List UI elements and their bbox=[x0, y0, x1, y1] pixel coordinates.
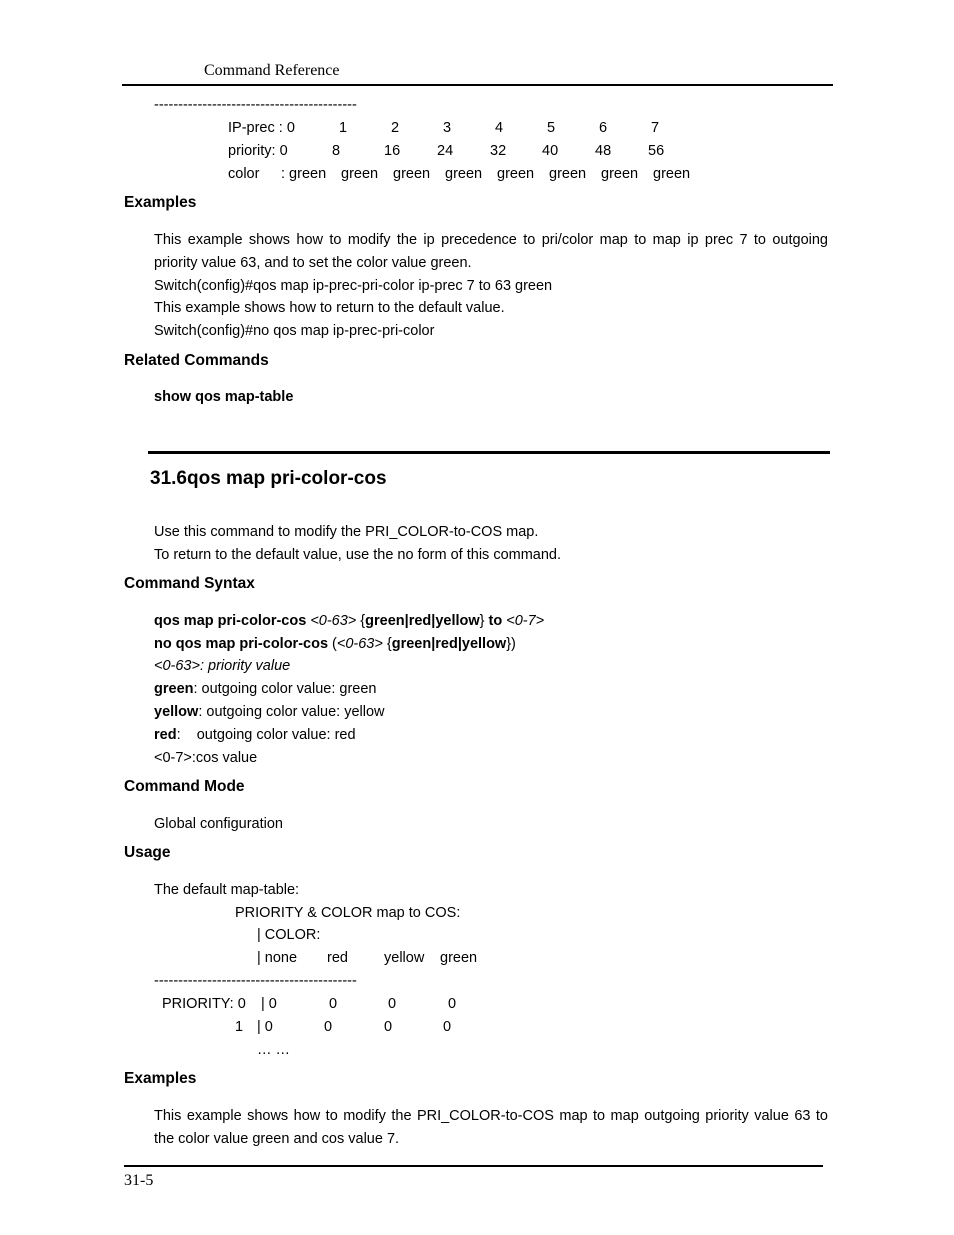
ip-prec-cell: 4 bbox=[495, 120, 504, 136]
syntax-punct: } bbox=[479, 613, 489, 629]
example-text: the color value green and cos value 7. bbox=[154, 1131, 400, 1147]
color-cell: green bbox=[601, 166, 639, 182]
related-command: show qos map-table bbox=[154, 389, 294, 405]
priority-cell: 8 bbox=[332, 143, 341, 159]
syntax-command: qos map pri-color-cos bbox=[154, 613, 307, 629]
param-value: : outgoing color value: red bbox=[176, 727, 356, 743]
syntax-line bbox=[154, 636, 516, 652]
map-cell: 0 bbox=[443, 1019, 452, 1035]
intro-text: To return to the default value, use the no form of this command. bbox=[154, 547, 562, 563]
example-command: Switch(config)#no qos map ip-prec-pri-color bbox=[154, 323, 435, 339]
map-header-cell: yellow bbox=[384, 950, 425, 966]
color-label: color bbox=[228, 166, 260, 182]
example-text: This example shows how to return to the default value. bbox=[154, 300, 505, 316]
examples-heading: Examples bbox=[124, 194, 197, 211]
color-cell: green bbox=[653, 166, 691, 182]
param-description bbox=[154, 727, 356, 743]
usage-text: The default map-table: bbox=[154, 882, 300, 898]
param-description bbox=[154, 704, 385, 720]
command-syntax-heading: Command Syntax bbox=[124, 575, 255, 592]
example-text: This example shows how to modify the PRI_COLOR-to-COS map to map outgoing priority value 63 to bbox=[154, 1108, 828, 1124]
intro-text: Use this command to modify the PRI_COLOR-to-COS map. bbox=[154, 524, 539, 540]
section-number: 31.6 bbox=[150, 468, 187, 489]
map-row-label: 1 bbox=[235, 1019, 244, 1035]
header-rule bbox=[122, 84, 833, 86]
param-key: yellow bbox=[154, 704, 199, 720]
color-cell: green bbox=[549, 166, 587, 182]
param-description: <0-63>: priority value bbox=[154, 658, 291, 674]
param-value: : outgoing color value: yellow bbox=[198, 704, 385, 720]
priority-cell: 48 bbox=[595, 143, 612, 159]
ip-prec-cell: 7 bbox=[651, 120, 660, 136]
syntax-punct: }) bbox=[506, 636, 516, 652]
color-cell: green bbox=[445, 166, 483, 182]
syntax-options: green|red|yellow bbox=[365, 613, 480, 629]
param-value: : outgoing color value: green bbox=[193, 681, 377, 697]
footer-rule bbox=[124, 1165, 823, 1167]
usage-heading: Usage bbox=[124, 844, 171, 861]
ip-prec-label: IP-prec : 0 bbox=[228, 120, 295, 136]
ip-prec-cell: 2 bbox=[391, 120, 400, 136]
color-cell: green bbox=[341, 166, 379, 182]
param-description: <0-7>:cos value bbox=[154, 750, 258, 766]
syntax-keyword: to bbox=[488, 613, 503, 629]
syntax-line bbox=[154, 613, 544, 629]
priority-cell: 56 bbox=[648, 143, 665, 159]
command-mode-value: Global configuration bbox=[154, 816, 283, 832]
syntax-arg: <0-63> bbox=[336, 636, 383, 652]
map-cell: | 0 bbox=[261, 996, 277, 1012]
related-commands-heading: Related Commands bbox=[124, 352, 269, 369]
ip-prec-cell: 5 bbox=[547, 120, 556, 136]
divider-dashes: ------------------------------------------ bbox=[154, 973, 357, 989]
map-color-label: | COLOR: bbox=[257, 927, 321, 943]
map-cell: 0 bbox=[388, 996, 397, 1012]
priority-cell: 16 bbox=[384, 143, 401, 159]
syntax-arg: <0-7> bbox=[506, 613, 545, 629]
ip-prec-cell: 3 bbox=[443, 120, 452, 136]
map-header-cell: green bbox=[440, 950, 478, 966]
priority-cell: 32 bbox=[490, 143, 507, 159]
running-header: Command Reference bbox=[204, 62, 340, 79]
map-cell: 0 bbox=[324, 1019, 333, 1035]
syntax-punct: ( bbox=[328, 636, 337, 652]
syntax-command: no qos map pri-color-cos bbox=[154, 636, 329, 652]
section-title bbox=[150, 468, 387, 490]
example-text: priority value 63, and to set the color value green. bbox=[154, 255, 472, 271]
section-rule bbox=[148, 451, 830, 454]
map-row-label: PRIORITY: 0 bbox=[162, 996, 246, 1012]
example-command: Switch(config)#qos map ip-prec-pri-color ip-prec 7 to 63 green bbox=[154, 278, 553, 294]
color-cell: green bbox=[497, 166, 535, 182]
ip-prec-cell: 1 bbox=[339, 120, 348, 136]
examples-heading: Examples bbox=[124, 1070, 197, 1087]
divider-dashes: ------------------------------------------ bbox=[154, 97, 357, 113]
syntax-arg: <0-63> bbox=[310, 613, 357, 629]
map-cell: | 0 bbox=[257, 1019, 273, 1035]
command-mode-heading: Command Mode bbox=[124, 778, 245, 795]
color-cell: : green bbox=[281, 166, 327, 182]
syntax-punct: { bbox=[356, 613, 366, 629]
map-cell: 0 bbox=[448, 996, 457, 1012]
map-cell: 0 bbox=[384, 1019, 393, 1035]
map-header-cell: red bbox=[327, 950, 348, 966]
map-ellipsis: … … bbox=[257, 1042, 291, 1058]
map-cell: 0 bbox=[329, 996, 338, 1012]
page-number: 31-5 bbox=[124, 1172, 154, 1189]
priority-cell: 24 bbox=[437, 143, 454, 159]
color-cell: green bbox=[393, 166, 431, 182]
ip-prec-cell: 6 bbox=[599, 120, 608, 136]
param-description bbox=[154, 681, 377, 697]
map-header-cell: | none bbox=[257, 950, 298, 966]
syntax-punct: { bbox=[382, 636, 392, 652]
priority-cell: 40 bbox=[542, 143, 559, 159]
param-key: green bbox=[154, 681, 194, 697]
syntax-options: green|red|yellow bbox=[391, 636, 507, 652]
map-title: PRIORITY & COLOR map to COS: bbox=[235, 905, 461, 921]
example-text: This example shows how to modify the ip precedence to pri/color map to map ip prec 7 to outgoing bbox=[154, 232, 828, 248]
section-name: qos map pri-color-cos bbox=[186, 468, 387, 489]
priority-label: priority: 0 bbox=[228, 143, 288, 159]
param-key: red bbox=[154, 727, 177, 743]
